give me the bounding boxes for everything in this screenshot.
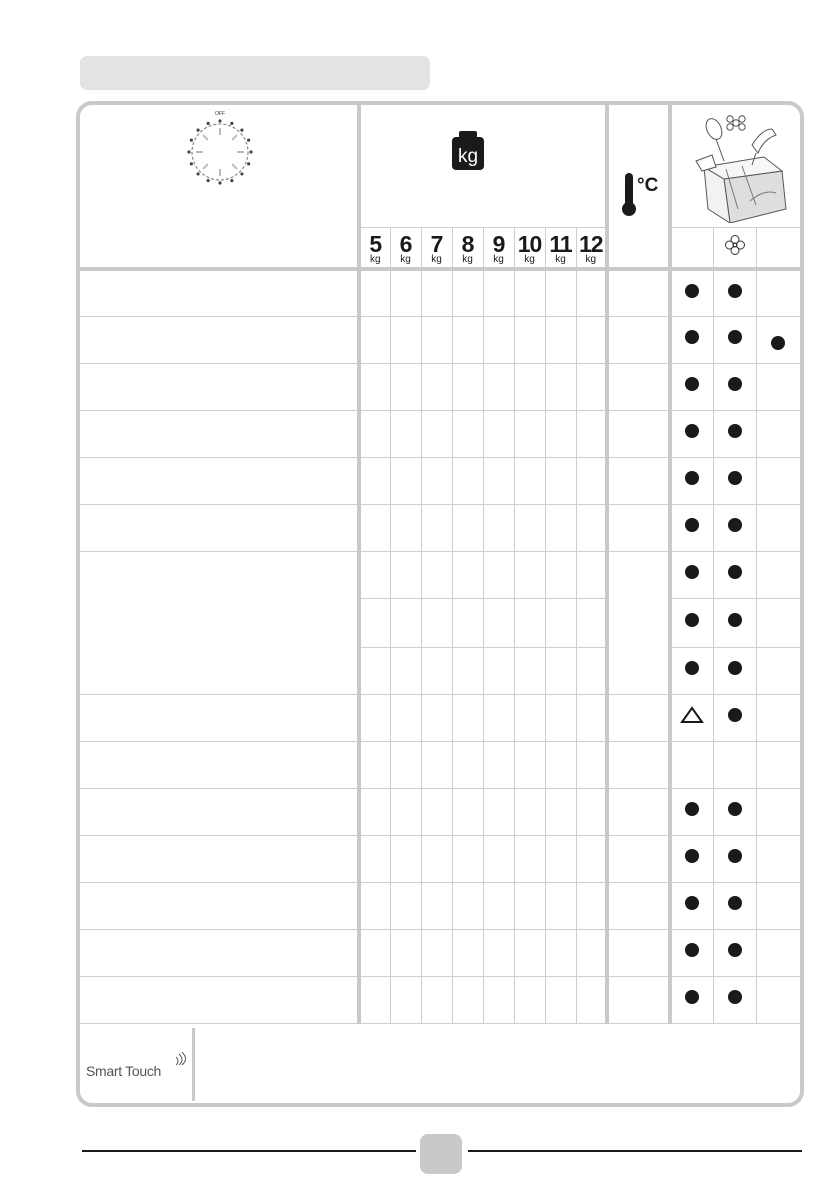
compartment-cell xyxy=(713,929,756,976)
load-cell xyxy=(576,316,607,363)
load-cell xyxy=(514,410,545,457)
table-row xyxy=(80,410,800,457)
load-capacity-0 xyxy=(359,227,390,269)
load-cell xyxy=(514,929,545,976)
load-cell xyxy=(421,647,452,694)
table-row xyxy=(80,316,800,363)
temperature-cell xyxy=(607,316,670,363)
compartment-cell xyxy=(713,788,756,835)
filled-dot-icon xyxy=(728,613,742,627)
load-cell xyxy=(514,363,545,410)
load-cell xyxy=(576,457,607,504)
programme-name-cell xyxy=(80,788,359,835)
compartment-cell xyxy=(670,882,713,929)
filled-dot-icon xyxy=(728,565,742,579)
compartment-cell xyxy=(713,741,756,788)
programme-name-cell xyxy=(80,504,359,551)
load-cell xyxy=(545,788,576,835)
load-cell xyxy=(390,363,421,410)
filled-dot-icon xyxy=(728,708,742,722)
load-cell xyxy=(421,598,452,647)
page-number-tab xyxy=(420,1134,462,1174)
programme-name-cell xyxy=(80,741,359,788)
table-row xyxy=(80,694,800,741)
section-title-bar xyxy=(80,56,430,90)
load-cell xyxy=(545,410,576,457)
load-cell xyxy=(545,976,576,1023)
table-row xyxy=(80,269,800,316)
load-cell xyxy=(576,504,607,551)
programme-name-cell xyxy=(80,929,359,976)
load-cell xyxy=(483,269,514,316)
compartment-cell xyxy=(713,457,756,504)
load-capacity-unit: kg xyxy=(493,254,504,265)
load-cell xyxy=(483,694,514,741)
load-cell xyxy=(514,647,545,694)
load-cell xyxy=(359,598,390,647)
filled-dot-icon xyxy=(771,336,785,350)
filled-dot-icon xyxy=(728,471,742,485)
load-cell xyxy=(452,929,483,976)
compartment-cell xyxy=(756,410,800,457)
compartment-cell xyxy=(670,835,713,882)
temperature-header xyxy=(607,105,670,269)
load-capacity-unit: kg xyxy=(369,254,381,265)
load-cell xyxy=(359,504,390,551)
programme-name-cell xyxy=(80,457,359,504)
load-capacity-4 xyxy=(483,227,514,269)
load-cell xyxy=(359,882,390,929)
load-cell xyxy=(452,551,483,598)
table-row xyxy=(80,457,800,504)
load-cell xyxy=(452,316,483,363)
temperature-cell xyxy=(607,741,670,788)
load-capacity-value: 6 xyxy=(399,231,412,257)
load-cell xyxy=(390,504,421,551)
temperature-cell xyxy=(607,457,670,504)
filled-dot-icon xyxy=(685,471,699,485)
load-cell xyxy=(390,269,421,316)
load-cell xyxy=(452,504,483,551)
load-capacity-7 xyxy=(576,227,607,269)
filled-dot-icon xyxy=(728,849,742,863)
load-capacity-value: 11 xyxy=(549,231,572,257)
load-cell xyxy=(359,647,390,694)
load-cell xyxy=(483,647,514,694)
table-row xyxy=(80,363,800,410)
filled-dot-icon xyxy=(685,330,699,344)
filled-dot-icon xyxy=(685,565,699,579)
temperature-cell xyxy=(607,882,670,929)
temperature-cell xyxy=(607,551,670,694)
load-cell xyxy=(545,929,576,976)
temperature-cell xyxy=(607,976,670,1023)
load-capacity-2 xyxy=(421,227,452,269)
programme-dial-header xyxy=(80,105,359,269)
load-cell xyxy=(483,457,514,504)
load-cell xyxy=(545,504,576,551)
load-cell xyxy=(359,410,390,457)
load-cell xyxy=(390,694,421,741)
weight-icon-label: kg xyxy=(457,146,479,167)
compartment-cell xyxy=(756,504,800,551)
load-cell xyxy=(514,882,545,929)
compartment-cell xyxy=(670,410,713,457)
load-capacity-value: 10 xyxy=(517,231,542,257)
load-cell xyxy=(514,976,545,1023)
compartment-cell xyxy=(713,269,756,316)
compartment-cell xyxy=(713,976,756,1023)
load-cell xyxy=(390,835,421,882)
compartment-cell xyxy=(670,647,713,694)
load-cell xyxy=(421,316,452,363)
load-cell xyxy=(390,929,421,976)
load-cell xyxy=(421,788,452,835)
load-cell xyxy=(545,694,576,741)
load-capacity-value: 7 xyxy=(430,231,443,257)
compartment-cell xyxy=(756,976,800,1023)
filled-dot-icon xyxy=(728,943,742,957)
load-cell xyxy=(545,551,576,598)
programme-name-cell xyxy=(80,410,359,457)
load-cell xyxy=(545,598,576,647)
load-cell xyxy=(483,976,514,1023)
load-cell xyxy=(576,598,607,647)
load-cell xyxy=(452,647,483,694)
footer-rule-left xyxy=(82,1150,416,1152)
compartment-cell xyxy=(670,363,713,410)
load-cell xyxy=(545,835,576,882)
load-cell xyxy=(390,598,421,647)
filled-dot-icon xyxy=(728,990,742,1004)
weight-icon xyxy=(451,131,485,176)
filled-dot-icon xyxy=(685,518,699,532)
triangle-icon xyxy=(680,706,704,724)
load-cell xyxy=(452,269,483,316)
compartment-cell xyxy=(756,551,800,598)
footer-rule-right xyxy=(468,1150,802,1152)
load-cell xyxy=(390,741,421,788)
load-cell xyxy=(514,694,545,741)
table-row xyxy=(80,835,800,882)
load-cell xyxy=(483,363,514,410)
load-cell xyxy=(359,929,390,976)
compartment-cell xyxy=(670,457,713,504)
load-cell xyxy=(483,410,514,457)
filled-dot-icon xyxy=(728,802,742,816)
compartment-cell xyxy=(713,551,756,598)
load-cell xyxy=(359,976,390,1023)
filled-dot-icon xyxy=(685,377,699,391)
filled-dot-icon xyxy=(728,518,742,532)
smart-touch-label: Smart Touch xyxy=(86,1063,162,1079)
compartment-cell xyxy=(713,504,756,551)
compartment-cell xyxy=(756,598,800,647)
compartment-cell xyxy=(670,929,713,976)
load-cell xyxy=(514,835,545,882)
load-capacity-unit: kg xyxy=(431,254,442,265)
table-row xyxy=(80,504,800,551)
load-capacity-value: 12 xyxy=(578,231,603,257)
load-cell xyxy=(390,788,421,835)
filled-dot-icon xyxy=(728,896,742,910)
load-cell xyxy=(483,598,514,647)
compartment-softener-header xyxy=(713,227,756,269)
load-cell xyxy=(576,741,607,788)
load-cell xyxy=(390,976,421,1023)
filled-dot-icon xyxy=(685,990,699,1004)
load-cell xyxy=(576,882,607,929)
programme-name-cell xyxy=(80,363,359,410)
load-capacity-unit: kg xyxy=(585,254,597,265)
load-cell xyxy=(483,741,514,788)
load-cell xyxy=(390,647,421,694)
detergent-drawer-icon xyxy=(690,109,790,228)
compartment-cell xyxy=(670,788,713,835)
flower-softener-icon xyxy=(724,234,746,256)
load-cell xyxy=(421,457,452,504)
load-cell xyxy=(545,882,576,929)
compartment-cell xyxy=(670,269,713,316)
load-cell xyxy=(452,598,483,647)
compartment-cell xyxy=(713,363,756,410)
load-cell xyxy=(452,457,483,504)
compartment-prewash-header xyxy=(756,227,800,269)
temperature-cell xyxy=(607,269,670,316)
compartment-cell xyxy=(713,647,756,694)
load-capacity-6 xyxy=(545,227,576,269)
programme-name-cell xyxy=(80,551,359,694)
temperature-cell xyxy=(607,410,670,457)
table-row xyxy=(80,976,800,1023)
compartment-cell xyxy=(756,741,800,788)
table-row xyxy=(80,929,800,976)
table-row xyxy=(80,551,800,598)
load-cell xyxy=(421,551,452,598)
load-cell xyxy=(545,316,576,363)
filled-dot-icon xyxy=(728,424,742,438)
load-cell xyxy=(452,363,483,410)
compartment-cell xyxy=(713,882,756,929)
load-cell xyxy=(421,410,452,457)
compartment-cell xyxy=(756,788,800,835)
smart-touch-row xyxy=(80,1028,800,1103)
dial-off-label: OFF xyxy=(215,111,225,117)
load-cell xyxy=(452,788,483,835)
compartment-cell xyxy=(713,835,756,882)
load-cell xyxy=(421,929,452,976)
programme-dial-icon xyxy=(185,109,255,190)
load-cell xyxy=(421,741,452,788)
compartment-cell xyxy=(756,316,800,363)
load-cell xyxy=(576,976,607,1023)
filled-dot-icon xyxy=(685,424,699,438)
load-capacity-value: 9 xyxy=(492,231,505,257)
load-cell xyxy=(452,741,483,788)
load-cell xyxy=(576,835,607,882)
load-cell xyxy=(359,363,390,410)
load-cell xyxy=(545,457,576,504)
load-cell xyxy=(576,929,607,976)
load-cell xyxy=(359,741,390,788)
compartment-cell xyxy=(713,316,756,363)
load-cell xyxy=(390,882,421,929)
load-cell xyxy=(576,788,607,835)
load-cell xyxy=(452,694,483,741)
temperature-cell xyxy=(607,929,670,976)
load-cell xyxy=(452,976,483,1023)
programme-name-cell xyxy=(80,882,359,929)
load-capacity-5 xyxy=(514,227,545,269)
load-cell xyxy=(483,551,514,598)
load-cell xyxy=(483,504,514,551)
load-cell xyxy=(514,457,545,504)
load-cell xyxy=(514,504,545,551)
filled-dot-icon xyxy=(685,661,699,675)
compartment-cell xyxy=(756,269,800,316)
temperature-cell xyxy=(607,835,670,882)
load-cell xyxy=(483,835,514,882)
load-cell xyxy=(452,882,483,929)
load-cell xyxy=(421,504,452,551)
filled-dot-icon xyxy=(728,661,742,675)
filled-dot-icon xyxy=(728,330,742,344)
load-cell xyxy=(576,551,607,598)
programme-name-cell xyxy=(80,976,359,1023)
load-cell xyxy=(514,551,545,598)
load-cell xyxy=(545,363,576,410)
load-cell xyxy=(359,551,390,598)
table-row xyxy=(80,882,800,929)
compartment-cell xyxy=(670,694,713,741)
compartment-cell xyxy=(756,929,800,976)
compartment-1-header xyxy=(670,227,713,269)
load-cell xyxy=(514,598,545,647)
filled-dot-icon xyxy=(685,943,699,957)
load-cell xyxy=(514,741,545,788)
detergent-drawer-header xyxy=(670,105,800,227)
load-cell xyxy=(483,316,514,363)
load-cell xyxy=(483,788,514,835)
load-cell xyxy=(483,929,514,976)
filled-dot-icon xyxy=(685,613,699,627)
load-cell xyxy=(359,269,390,316)
load-header xyxy=(359,105,607,227)
load-cell xyxy=(359,316,390,363)
load-capacity-unit: kg xyxy=(462,254,473,265)
filled-dot-icon xyxy=(685,802,699,816)
table-row xyxy=(80,788,800,835)
load-cell xyxy=(576,269,607,316)
compartment-cell xyxy=(670,598,713,647)
programme-name-cell xyxy=(80,694,359,741)
load-cell xyxy=(576,694,607,741)
smart-touch-cell xyxy=(80,1028,195,1101)
compartment-cell xyxy=(670,976,713,1023)
compartment-cell xyxy=(756,694,800,741)
thermometer-icon xyxy=(621,173,637,222)
temperature-cell xyxy=(607,504,670,551)
compartment-cell xyxy=(713,694,756,741)
filled-dot-icon xyxy=(728,377,742,391)
load-cell xyxy=(514,269,545,316)
nfc-wave-icon xyxy=(175,1052,189,1066)
load-cell xyxy=(576,410,607,457)
load-cell xyxy=(421,694,452,741)
programme-name-cell xyxy=(80,316,359,363)
load-cell xyxy=(390,410,421,457)
programme-table-frame xyxy=(76,101,804,1107)
filled-dot-icon xyxy=(685,849,699,863)
load-cell xyxy=(514,788,545,835)
load-cell xyxy=(359,457,390,504)
compartment-cell xyxy=(670,551,713,598)
compartment-cell xyxy=(756,457,800,504)
programme-name-cell xyxy=(80,269,359,316)
load-cell xyxy=(390,316,421,363)
table-row xyxy=(80,741,800,788)
load-cell xyxy=(576,647,607,694)
compartment-cell xyxy=(713,410,756,457)
load-capacity-unit: kg xyxy=(524,254,535,265)
load-capacity-3 xyxy=(452,227,483,269)
load-cell xyxy=(421,363,452,410)
temperature-cell xyxy=(607,788,670,835)
temperature-cell xyxy=(607,694,670,741)
load-cell xyxy=(576,363,607,410)
compartment-cell xyxy=(756,882,800,929)
load-capacity-1 xyxy=(390,227,421,269)
filled-dot-icon xyxy=(685,284,699,298)
load-cell xyxy=(359,788,390,835)
temperature-unit: °C xyxy=(637,175,659,196)
load-cell xyxy=(545,647,576,694)
load-cell xyxy=(545,269,576,316)
compartment-cell xyxy=(670,316,713,363)
load-capacity-value: 8 xyxy=(461,231,474,257)
load-capacity-value: 5 xyxy=(369,231,382,257)
load-cell xyxy=(421,882,452,929)
compartment-cell xyxy=(670,741,713,788)
compartment-cell xyxy=(756,835,800,882)
load-cell xyxy=(421,269,452,316)
filled-dot-icon xyxy=(685,896,699,910)
load-capacity-unit: kg xyxy=(555,254,566,265)
filled-dot-icon xyxy=(728,284,742,298)
load-cell xyxy=(359,694,390,741)
load-cell xyxy=(452,410,483,457)
load-cell xyxy=(545,741,576,788)
load-cell xyxy=(390,551,421,598)
load-cell xyxy=(390,457,421,504)
compartment-cell xyxy=(670,504,713,551)
compartment-cell xyxy=(713,598,756,647)
programme-table xyxy=(80,105,800,1024)
load-cell xyxy=(452,835,483,882)
load-capacity-unit: kg xyxy=(400,254,411,265)
load-cell xyxy=(421,835,452,882)
load-cell xyxy=(483,882,514,929)
programme-name-cell xyxy=(80,835,359,882)
load-cell xyxy=(514,316,545,363)
temperature-cell xyxy=(607,363,670,410)
compartment-cell xyxy=(756,363,800,410)
load-cell xyxy=(421,976,452,1023)
compartment-cell xyxy=(756,647,800,694)
load-cell xyxy=(359,835,390,882)
